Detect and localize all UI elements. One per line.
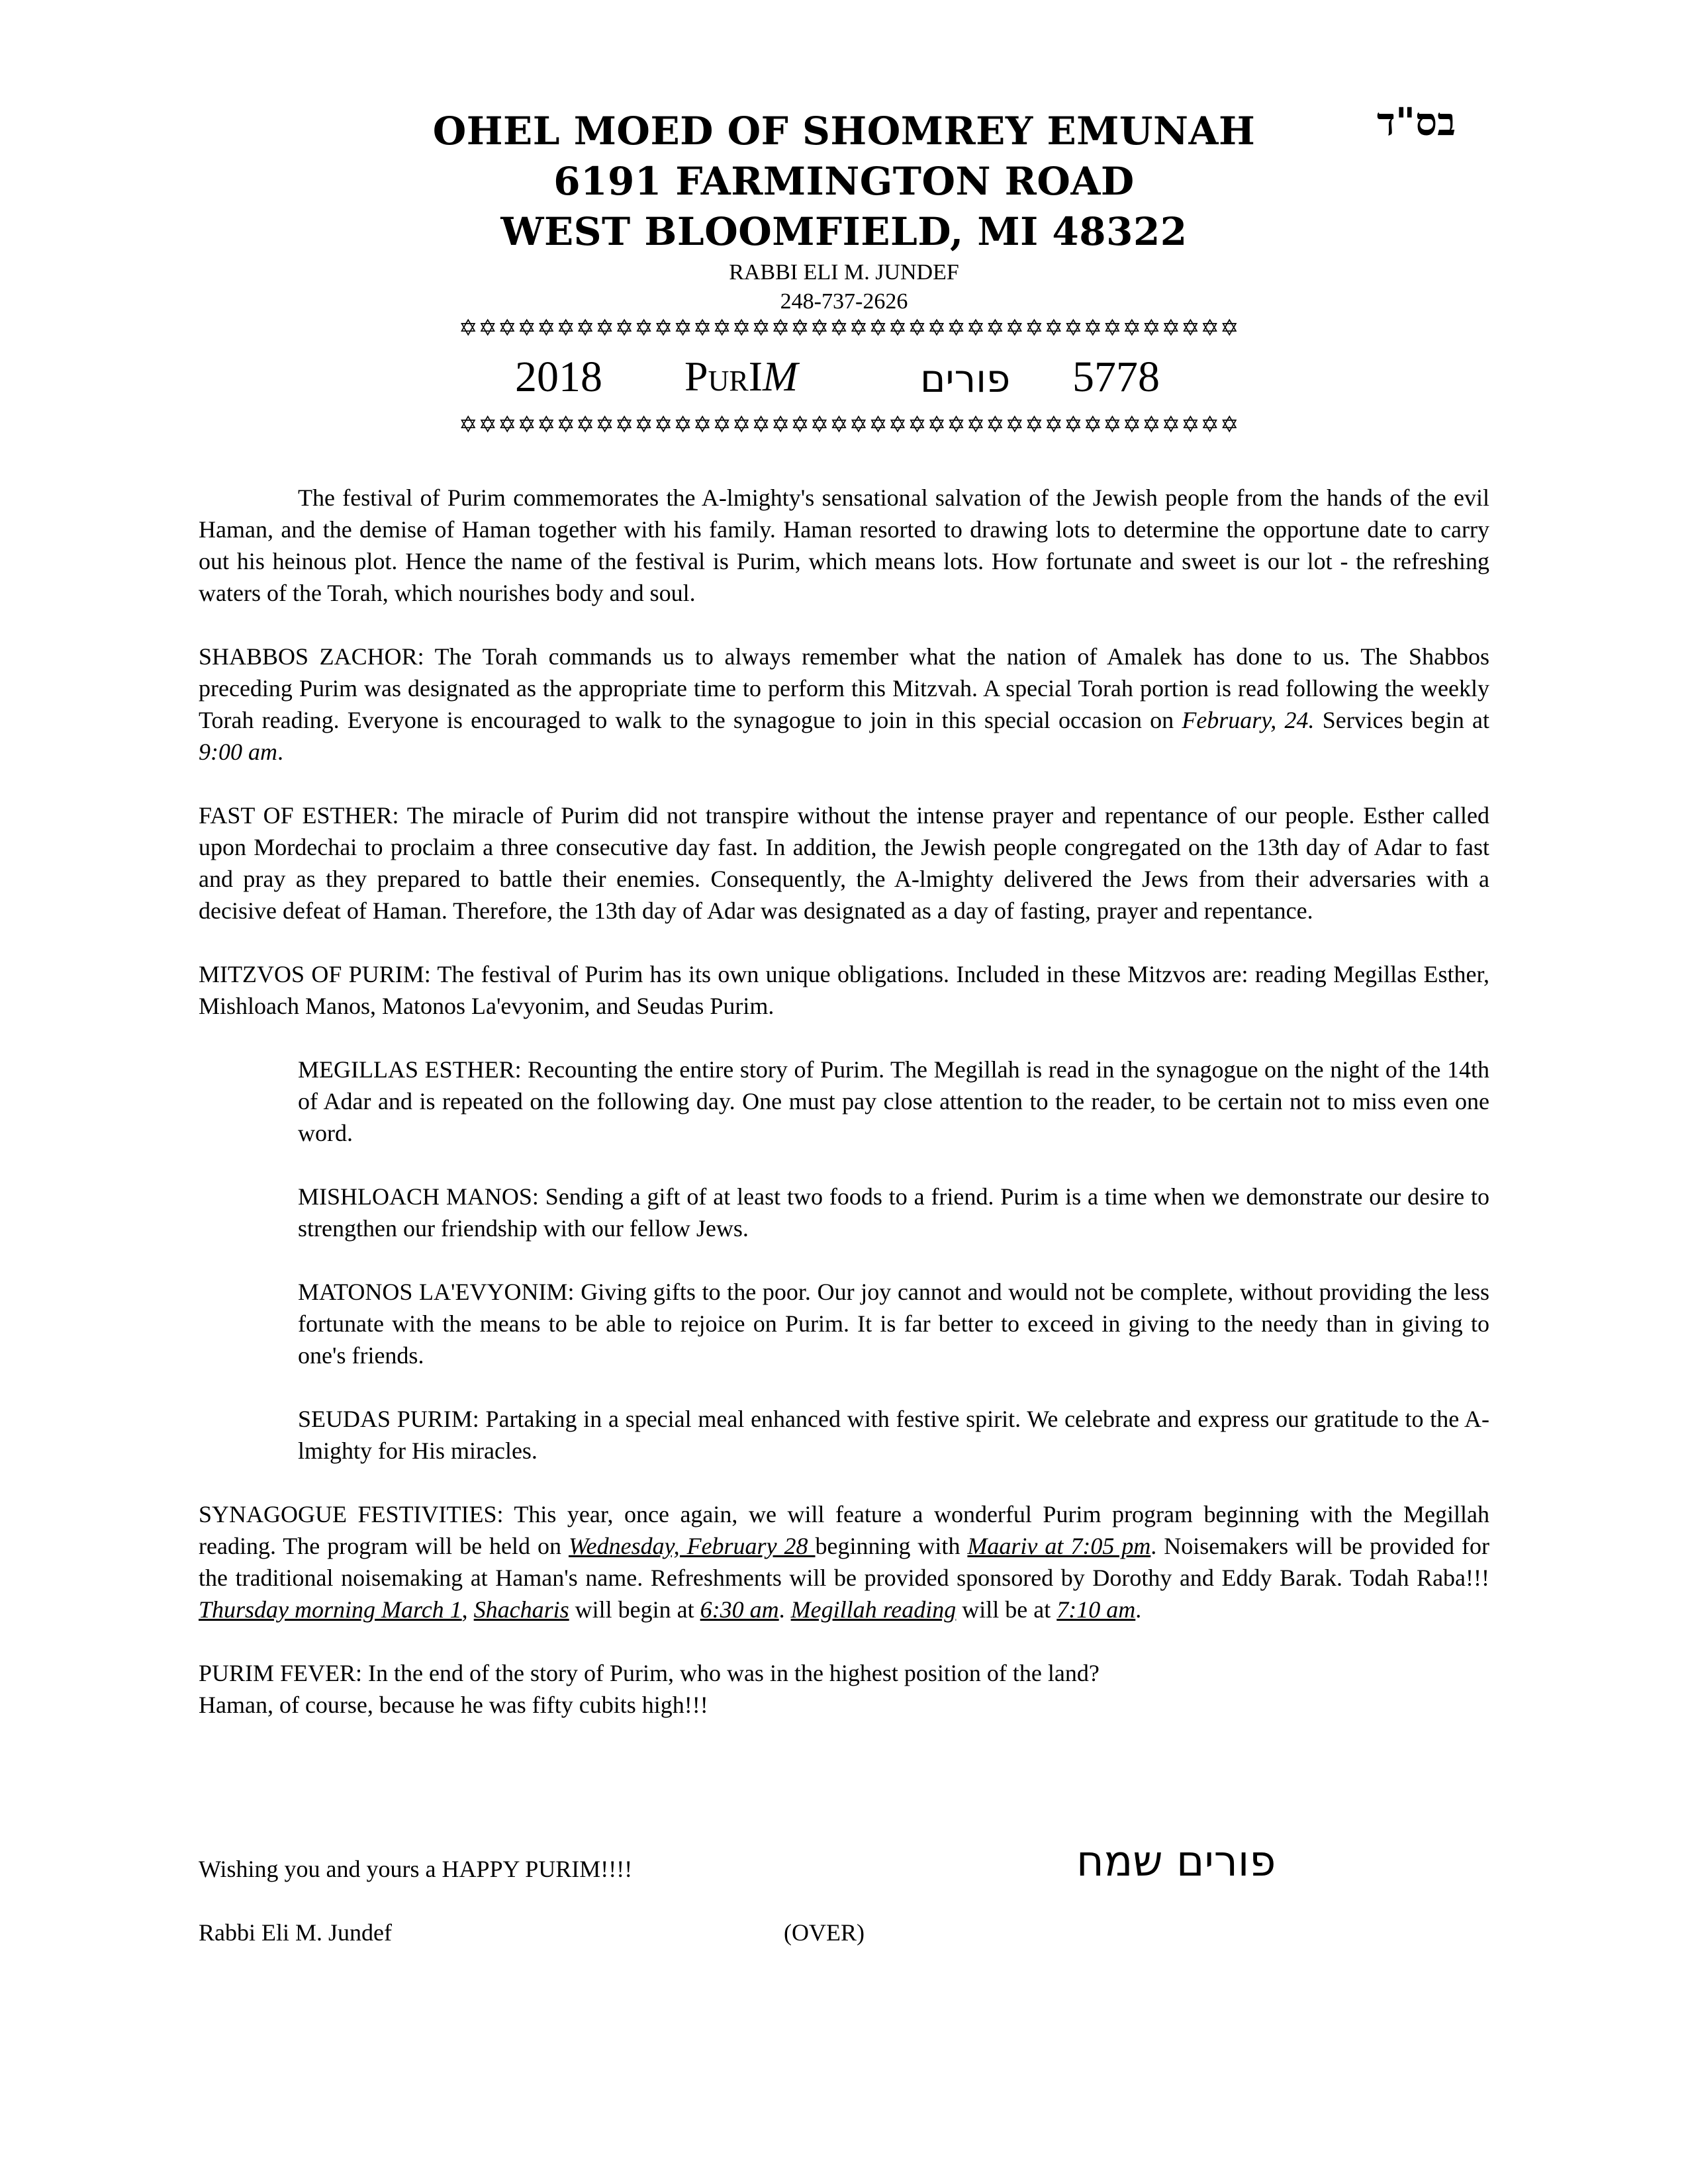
synagogue-name: OHEL MOED OF SHOMREY EMUNAH bbox=[432, 109, 1256, 154]
festivities-megillah-time: 7:10 am bbox=[1056, 1596, 1136, 1623]
fast-of-esther-paragraph: FAST OF ESTHER: The miracle of Purim did not transpire without the intense prayer and repentance of our people. Esther called upon Mordechai to proclaim a three consecutive day fast. In addition, the Jewish people congregated on the 13th day of Adar to fast and pray as they prepared to battle their enemies. Consequently, the A-lmighty delivered the Jews from their adversaries with a decisive defeat of Haman. Therefore, the 13th day of Adar was designated as a day of fasting, prayer and repentance. bbox=[199, 802, 1489, 924]
purim-fever-paragraph bbox=[199, 1657, 1489, 1721]
seudas-purim-paragraph: SEUDAS PURIM: Partaking in a special meal enhanced with festive spirit. We celebrate and express our gratitude to the A-lmighty for His miracles. bbox=[298, 1406, 1489, 1464]
matonos-paragraph: MATONOS LA'EVYONIM: Giving gifts to the poor. Our joy cannot and would not be complete, without providing the less fortunate with the means to be able to rejoice on Purim. It is far better to exceed in giving to the needy than in giving to one's friends. bbox=[298, 1279, 1489, 1369]
festivities-text-5: will begin at bbox=[569, 1596, 700, 1623]
street-address: 6191 FARMINGTON ROAD bbox=[553, 159, 1135, 204]
phone-number: 248-737-2626 bbox=[780, 289, 908, 314]
star-divider-top: ✡✡✡✡✡✡✡✡✡✡✡✡✡✡✡✡✡✡✡✡✡✡✡✡✡✡✡✡✡✡✡✡✡✡✡✡✡✡✡✡ bbox=[459, 315, 1240, 341]
purim-hebrew-title: פורים bbox=[920, 356, 1011, 401]
zachor-end: . bbox=[277, 739, 283, 765]
festivities-text-3: . Noisemakers will be provided for the traditional noisemaking at Haman's name. Refreshments will be provided sponsored by Dorothy and Eddy Barak. Todah Raba!!! bbox=[199, 1533, 1489, 1591]
star-divider-bottom: ✡✡✡✡✡✡✡✡✡✡✡✡✡✡✡✡✡✡✡✡✡✡✡✡✡✡✡✡✡✡✡✡✡✡✡✡✡✡✡✡ bbox=[459, 412, 1240, 438]
over-note: (OVER) bbox=[784, 1919, 865, 1946]
bsd-mark: בס"ד bbox=[1377, 99, 1456, 144]
purim-english-title bbox=[684, 352, 798, 401]
festivities-date: Wednesday, February 28 bbox=[568, 1533, 816, 1559]
zachor-text: SHABBOS ZACHOR: The Torah commands us to always remember what the nation of Amalek has done to us. The Shabbos preceding Purim was designated as the appropriate time to perform this Mitzvah. A special Torah portion is read following the weekly Torah reading. Everyone is encouraged to walk to the synagogue to join in this special occasion on bbox=[199, 643, 1489, 733]
megillas-esther-paragraph: MEGILLAS ESTHER: Recounting the entire story of Purim. The Megillah is read in the synagogue on the night of the 14th of Adar and is repeated on the following day. One must pay close attention to the reader, to be certain not to miss even one word. bbox=[298, 1056, 1489, 1146]
city-address: WEST BLOOMFIELD, MI 48322 bbox=[500, 209, 1188, 254]
festivities-text-4: , bbox=[461, 1596, 474, 1623]
wishing-line: Wishing you and yours a HAPPY PURIM!!!! bbox=[199, 1856, 633, 1882]
festivities-text-8: . bbox=[1135, 1596, 1142, 1623]
letterhead bbox=[331, 106, 1357, 316]
festivities-maariv: Maariv at 7:05 pm bbox=[967, 1533, 1151, 1559]
festivities-text-7: will be at bbox=[956, 1596, 1057, 1623]
year-hebrew: 5778 bbox=[1072, 353, 1160, 401]
purim-title-row bbox=[0, 352, 1688, 412]
fever-answer: Haman, of course, because he was fifty cubits high!!! bbox=[199, 1692, 708, 1718]
synagogue-festivities-paragraph bbox=[199, 1498, 1489, 1625]
purim-sameach: פורים שמח bbox=[1076, 1837, 1276, 1886]
festivities-shacharis: Shacharis bbox=[473, 1596, 569, 1623]
purim-letter-u: U bbox=[708, 365, 729, 397]
intro-paragraph: The festival of Purim commemorates the A-lmighty's sensational salvation of the Jewish people from the hands of the evil Haman, and the demise of Haman together with his family. Haman resorted to drawing lots to determine the opportune date to carry out his heinous plot. Hence the name of the festival is Purim, which means lots. How fortunate and sweet is our lot - the refreshing waters of the Torah, which nourishes body and soul. bbox=[199, 484, 1489, 606]
festivities-text-2: beginning with bbox=[815, 1533, 968, 1559]
festivities-megillah-reading: Megillah reading bbox=[790, 1596, 957, 1623]
fever-question: PURIM FEVER: In the end of the story of Purim, who was in the highest position of the land? bbox=[199, 1660, 1100, 1686]
bulletin-body bbox=[199, 482, 1489, 1752]
festivities-shacharis-time: 6:30 am bbox=[700, 1596, 779, 1623]
purim-letter-m: M bbox=[763, 353, 798, 400]
shabbos-zachor-paragraph bbox=[199, 641, 1489, 768]
year-gregorian: 2018 bbox=[515, 353, 602, 401]
festivities-text-6: . bbox=[778, 1596, 791, 1623]
zachor-date: February, 24. bbox=[1182, 707, 1315, 733]
festivities-text-1: SYNAGOGUE FESTIVITIES: This year, once again, we will feature a wonderful Purim program beginning with the Megillah reading. The program will be held on bbox=[199, 1501, 1489, 1559]
mishloach-manos-paragraph: MISHLOACH MANOS: Sending a gift of at least two foods to a friend. Purim is a time when we demonstrate our desire to strengthen our friendship with our fellow Jews. bbox=[298, 1183, 1489, 1242]
purim-letter-i: I bbox=[748, 353, 763, 400]
purim-letter-r: R bbox=[729, 365, 749, 397]
zachor-time: 9:00 am bbox=[199, 739, 277, 765]
festivities-thursday: Thursday morning March 1 bbox=[199, 1596, 462, 1623]
rabbi-name: RABBI ELI M. JUNDEF bbox=[729, 260, 959, 285]
mitzvos-paragraph: MITZVOS OF PURIM: The festival of Purim has its own unique obligations. Included in these Mitzvos are: reading Megillas Esther, Mishloach Manos, Matonos La'evyonim, and Seudas Purim. bbox=[199, 961, 1489, 1019]
zachor-mid: Services begin at bbox=[1314, 707, 1489, 733]
purim-letter-p: P bbox=[684, 353, 708, 400]
signature: Rabbi Eli M. Jundef bbox=[199, 1919, 392, 1946]
